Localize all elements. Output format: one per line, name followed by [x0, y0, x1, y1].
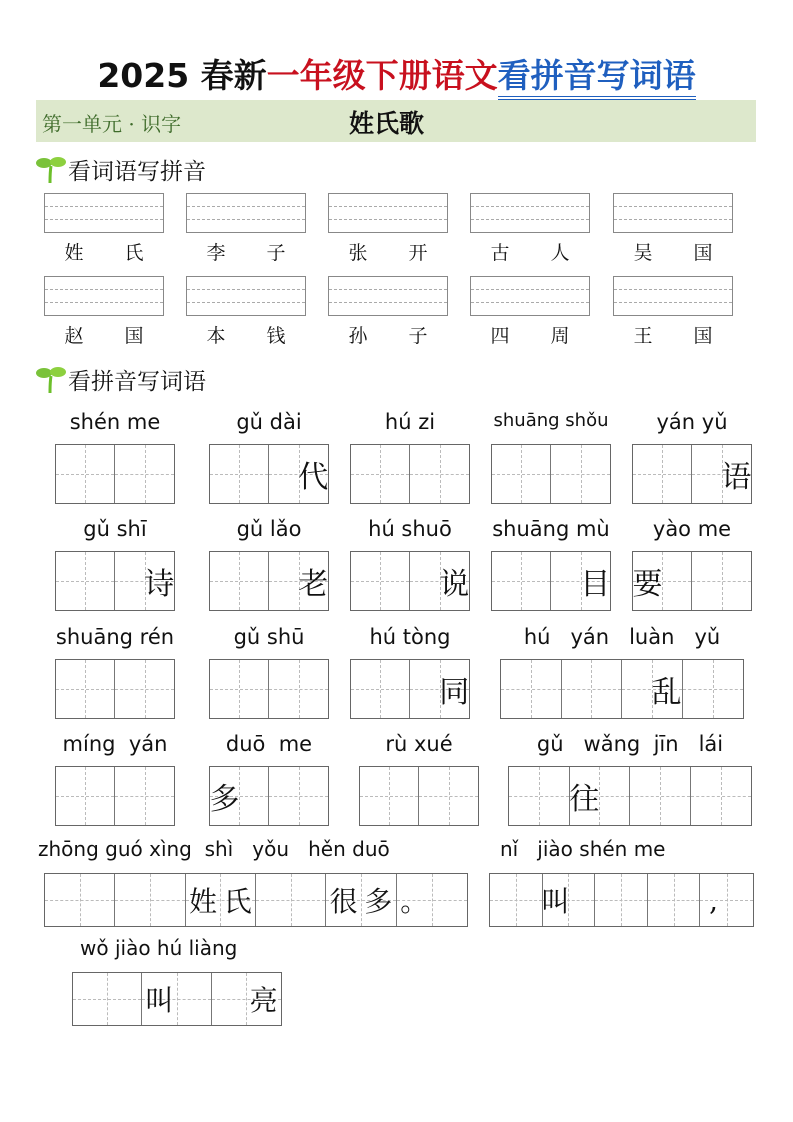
- word-char: 吴: [633, 242, 653, 264]
- lesson-title: 姓氏歌: [349, 109, 425, 138]
- title-topic: 看拼音写词语: [498, 56, 696, 100]
- grid-char: [490, 874, 516, 926]
- word-char: 李: [206, 242, 226, 264]
- word-char: 人: [550, 242, 570, 264]
- tianzige-cell[interactable]: [210, 660, 269, 718]
- grid-char: [630, 767, 660, 825]
- tianzige-cell[interactable]: [633, 445, 692, 503]
- grid-char: [551, 552, 580, 610]
- grid-char: [501, 660, 531, 718]
- word-prompt: [470, 321, 590, 348]
- grid-char: [256, 874, 291, 926]
- pinyin-prompt: gǔ lǎo: [236, 517, 302, 541]
- tianzige-cell[interactable]: [56, 445, 115, 503]
- character-grid: [350, 659, 470, 719]
- grid-char: [568, 874, 594, 926]
- word-prompt: [186, 321, 306, 348]
- tianzige-cell[interactable]: [115, 874, 185, 926]
- pinyin-prompt: hú zi: [384, 410, 436, 434]
- pinyin-prompt: gǔ dài: [236, 410, 302, 434]
- tianzige-cell[interactable]: [351, 552, 410, 610]
- tianzige-cell[interactable]: [622, 660, 683, 718]
- sentence-pinyin: zhōng guó xìng shì yǒu hěn duō: [38, 837, 390, 861]
- grid-char: 多: [209, 782, 240, 817]
- grid-char: 说: [439, 567, 470, 602]
- grid-char: 很: [329, 885, 358, 918]
- grid-char: [239, 552, 268, 610]
- tianzige-cell[interactable]: [115, 660, 174, 718]
- word-char: 古: [490, 242, 510, 264]
- tianzige-cell[interactable]: [115, 445, 174, 503]
- pinyin-prompt: duō me: [225, 732, 313, 756]
- grid-char: [145, 660, 174, 718]
- tianzige-cell[interactable]: [115, 552, 174, 610]
- grid-char: [360, 767, 389, 825]
- grid-char: [56, 445, 85, 503]
- grid-char: [299, 767, 328, 825]
- grid-char: 代: [298, 460, 329, 495]
- pinyin-answer-box[interactable]: [470, 193, 590, 233]
- pinyin-prompt: shuāng rén: [55, 625, 175, 649]
- title-year: 2025 春新: [97, 56, 267, 95]
- tianzige-cell[interactable]: [692, 552, 751, 610]
- tianzige-cell[interactable]: [269, 660, 328, 718]
- character-grid: [359, 766, 479, 826]
- word-char: 本: [206, 325, 226, 347]
- pinyin-answer-box[interactable]: [44, 276, 164, 316]
- grid-char: [115, 552, 144, 610]
- tianzige-cell[interactable]: [269, 552, 328, 610]
- grid-char: [269, 660, 298, 718]
- tianzige-cell[interactable]: [210, 767, 269, 825]
- character-grid: [55, 659, 175, 719]
- tianzige-cell[interactable]: [648, 874, 701, 926]
- character-grid: [55, 444, 175, 504]
- grid-char: [727, 874, 753, 926]
- character-grid: [491, 551, 611, 611]
- tianzige-cell[interactable]: [56, 767, 115, 825]
- tianzige-cell[interactable]: [490, 874, 543, 926]
- pinyin-prompt: gǔ wǎng jīn lái: [536, 732, 724, 756]
- tianzige-cell[interactable]: [256, 874, 326, 926]
- grid-char: [440, 445, 469, 503]
- character-grid: [209, 551, 329, 611]
- grid-char: [581, 445, 610, 503]
- pinyin-answer-box[interactable]: [186, 193, 306, 233]
- tianzige-cell[interactable]: [351, 445, 410, 503]
- grid-char: 同: [439, 675, 470, 710]
- word-prompt: [328, 238, 448, 265]
- sentence-grid: [44, 873, 468, 927]
- pinyin-prompt: hú yán luàn yǔ: [523, 625, 721, 649]
- grid-char: [380, 552, 409, 610]
- tianzige-cell[interactable]: [142, 973, 211, 1025]
- grid-char: [56, 552, 85, 610]
- tianzige-cell[interactable]: [492, 445, 551, 503]
- tianzige-cell[interactable]: [633, 552, 692, 610]
- tianzige-cell[interactable]: [212, 973, 281, 1025]
- grid-char: [648, 874, 674, 926]
- grid-char: [85, 660, 114, 718]
- grid-char: [212, 973, 247, 1025]
- grid-char: [551, 445, 580, 503]
- word-char: 国: [124, 325, 144, 347]
- pinyin-prompt: míng yán: [62, 732, 168, 756]
- character-grid: [491, 444, 611, 504]
- character-grid: [350, 444, 470, 504]
- grid-char: [521, 552, 550, 610]
- grid-char: 老: [298, 567, 329, 602]
- tianzige-cell[interactable]: [543, 874, 596, 926]
- word-char: 子: [408, 325, 428, 347]
- grid-char: [692, 552, 721, 610]
- grid-char: [633, 445, 662, 503]
- grid-char: [683, 660, 713, 718]
- grid-char: [622, 660, 652, 718]
- grid-char: [85, 552, 114, 610]
- pinyin-prompt: rù xué: [385, 732, 453, 756]
- pinyin-answer-box[interactable]: [613, 193, 733, 233]
- word-char: 王: [633, 325, 653, 347]
- grid-char: [713, 660, 743, 718]
- tianzige-cell[interactable]: [115, 767, 174, 825]
- grid-char: [269, 445, 298, 503]
- title-grade: 一年级下册语文: [266, 56, 498, 95]
- word-char: 子: [266, 242, 286, 264]
- tianzige-cell[interactable]: [570, 767, 631, 825]
- grid-char: ,: [709, 883, 718, 917]
- grid-char: [380, 660, 409, 718]
- unit-label: 第一单元 · 识字: [42, 112, 182, 136]
- tianzige-cell[interactable]: [45, 874, 115, 926]
- grid-char: 氏: [223, 885, 252, 918]
- grid-char: [269, 552, 298, 610]
- sentence-grid: [72, 972, 282, 1026]
- grid-char: [410, 660, 439, 718]
- grid-char: [351, 660, 380, 718]
- word-char: 四: [490, 325, 510, 347]
- grid-char: [621, 874, 647, 926]
- grid-char: [85, 767, 114, 825]
- grid-char: [56, 660, 85, 718]
- grid-char: 要: [632, 567, 663, 602]
- grid-char: [531, 660, 561, 718]
- word-char: 孙: [348, 325, 368, 347]
- tianzige-cell[interactable]: [562, 660, 623, 718]
- tianzige-cell[interactable]: [692, 445, 751, 503]
- grid-char: [662, 552, 691, 610]
- grid-char: [73, 973, 107, 1025]
- grid-char: [660, 767, 690, 825]
- pinyin-prompt: yào me: [652, 517, 732, 541]
- sprout-icon: [36, 156, 66, 184]
- grid-char: [721, 767, 751, 825]
- word-char: 钱: [266, 325, 286, 347]
- tianzige-cell[interactable]: [73, 973, 142, 1025]
- word-prompt: [470, 238, 590, 265]
- pinyin-answer-box[interactable]: [186, 276, 306, 316]
- section-title-text: 看词语写拼音: [68, 159, 206, 185]
- grid-char: [562, 660, 592, 718]
- character-grid: [632, 551, 752, 611]
- grid-char: [56, 767, 85, 825]
- character-grid: [350, 551, 470, 611]
- pinyin-answer-box[interactable]: [328, 276, 448, 316]
- pinyin-prompt: hú shuō: [368, 517, 452, 541]
- grid-char: 目: [580, 567, 611, 602]
- tianzige-cell[interactable]: [595, 874, 648, 926]
- pinyin-prompt: shuāng mù: [492, 517, 610, 541]
- grid-char: [115, 660, 144, 718]
- tianzige-cell[interactable]: [326, 874, 396, 926]
- tianzige-cell[interactable]: [630, 767, 691, 825]
- tianzige-cell[interactable]: [351, 660, 410, 718]
- grid-char: [239, 767, 268, 825]
- word-prompt: [613, 238, 733, 265]
- word-char: 周: [550, 325, 570, 347]
- tianzige-cell[interactable]: [360, 767, 419, 825]
- grid-char: [210, 660, 239, 718]
- unit-band: [36, 100, 756, 142]
- section-title-pinyin-to-words: [36, 363, 206, 396]
- sentence-pinyin: nǐ jiào shén me: [500, 837, 666, 861]
- grid-char: [539, 767, 569, 825]
- grid-char: [239, 660, 268, 718]
- tianzige-cell[interactable]: [410, 445, 469, 503]
- pinyin-prompt: shuāng shǒu: [493, 410, 609, 431]
- word-prompt: [186, 238, 306, 265]
- grid-char: [599, 767, 629, 825]
- grid-char: [492, 445, 521, 503]
- character-grid: [55, 551, 175, 611]
- grid-char: [722, 552, 751, 610]
- pinyin-answer-box[interactable]: [328, 193, 448, 233]
- grid-char: [291, 874, 326, 926]
- grid-char: [210, 445, 239, 503]
- grid-char: 。: [400, 885, 429, 918]
- tianzige-cell[interactable]: [210, 552, 269, 610]
- grid-char: [410, 552, 439, 610]
- grid-char: 亮: [249, 984, 278, 1017]
- sentence-pinyin: wǒ jiào hú liàng: [80, 936, 238, 960]
- grid-char: 诗: [144, 567, 175, 602]
- grid-char: [449, 767, 478, 825]
- grid-char: [410, 445, 439, 503]
- grid-char: [177, 973, 211, 1025]
- grid-char: [210, 552, 239, 610]
- word-prompt: [44, 238, 164, 265]
- grid-char: [692, 445, 721, 503]
- character-grid: [632, 444, 752, 504]
- word-char: 国: [693, 242, 713, 264]
- character-grid: [500, 659, 744, 719]
- grid-char: 姓: [188, 885, 217, 918]
- grid-char: [351, 552, 380, 610]
- tianzige-cell[interactable]: [269, 767, 328, 825]
- grid-char: [492, 552, 521, 610]
- character-grid: [508, 766, 752, 826]
- grid-char: [389, 767, 418, 825]
- grid-char: [299, 660, 328, 718]
- character-grid: [209, 659, 329, 719]
- sprout-icon: [36, 366, 66, 394]
- tianzige-cell[interactable]: [419, 767, 478, 825]
- tianzige-cell[interactable]: [551, 552, 610, 610]
- grid-char: 多: [364, 885, 393, 918]
- grid-char: [662, 445, 691, 503]
- tianzige-cell[interactable]: [410, 660, 469, 718]
- grid-char: [107, 973, 141, 1025]
- grid-char: [419, 767, 448, 825]
- word-char: 姓: [64, 242, 84, 264]
- tianzige-cell[interactable]: [269, 445, 328, 503]
- grid-char: [115, 874, 150, 926]
- grid-char: [351, 445, 380, 503]
- grid-char: 往: [569, 782, 600, 817]
- grid-char: [674, 874, 700, 926]
- grid-char: 叫: [541, 885, 570, 918]
- section-title-words-to-pinyin: [36, 153, 206, 186]
- pinyin-prompt: shén me: [69, 410, 161, 434]
- word-prompt: [44, 321, 164, 348]
- tianzige-cell[interactable]: [56, 660, 115, 718]
- grid-char: [145, 445, 174, 503]
- tianzige-cell[interactable]: [501, 660, 562, 718]
- grid-char: 叫: [145, 984, 174, 1017]
- word-char: 国: [693, 325, 713, 347]
- character-grid: [209, 444, 329, 504]
- grid-char: [591, 660, 621, 718]
- pinyin-answer-box[interactable]: [613, 276, 733, 316]
- tianzige-cell[interactable]: [410, 552, 469, 610]
- tianzige-cell[interactable]: [492, 552, 551, 610]
- grid-char: [80, 874, 115, 926]
- grid-char: [521, 445, 550, 503]
- grid-char: [432, 874, 467, 926]
- grid-char: [516, 874, 542, 926]
- character-grid: [209, 766, 329, 826]
- pinyin-prompt: yán yǔ: [656, 410, 728, 434]
- worksheet-title: [0, 50, 793, 97]
- grid-char: [595, 874, 621, 926]
- tianzige-cell[interactable]: [700, 874, 753, 926]
- tianzige-cell[interactable]: [186, 874, 256, 926]
- tianzige-cell[interactable]: [551, 445, 610, 503]
- section-title-text: 看拼音写词语: [68, 369, 206, 395]
- tianzige-cell[interactable]: [56, 552, 115, 610]
- grid-char: [115, 767, 144, 825]
- grid-char: 语: [721, 460, 752, 495]
- grid-char: [239, 445, 268, 503]
- grid-char: [269, 767, 298, 825]
- sentence-grid: [489, 873, 754, 927]
- word-char: 开: [408, 242, 428, 264]
- tianzige-cell[interactable]: [210, 445, 269, 503]
- pinyin-prompt: gǔ shū: [233, 625, 305, 649]
- word-char: 张: [348, 242, 368, 264]
- tianzige-cell[interactable]: [509, 767, 570, 825]
- pinyin-answer-box[interactable]: [44, 193, 164, 233]
- grid-char: [691, 767, 721, 825]
- tianzige-cell[interactable]: [683, 660, 744, 718]
- grid-char: [85, 445, 114, 503]
- word-prompt: [613, 321, 733, 348]
- word-prompt: [328, 321, 448, 348]
- word-char: 赵: [64, 325, 84, 347]
- grid-char: [380, 445, 409, 503]
- grid-char: [45, 874, 80, 926]
- tianzige-cell[interactable]: [397, 874, 467, 926]
- grid-char: [115, 445, 144, 503]
- character-grid: [55, 766, 175, 826]
- pinyin-prompt: hú tòng: [369, 625, 451, 649]
- grid-char: [145, 767, 174, 825]
- tianzige-cell[interactable]: [691, 767, 752, 825]
- grid-char: [509, 767, 539, 825]
- pinyin-answer-box[interactable]: [470, 276, 590, 316]
- grid-char: 乱: [651, 675, 682, 710]
- pinyin-prompt: gǔ shī: [83, 517, 147, 541]
- word-char: 氏: [124, 242, 144, 264]
- grid-char: [150, 874, 185, 926]
